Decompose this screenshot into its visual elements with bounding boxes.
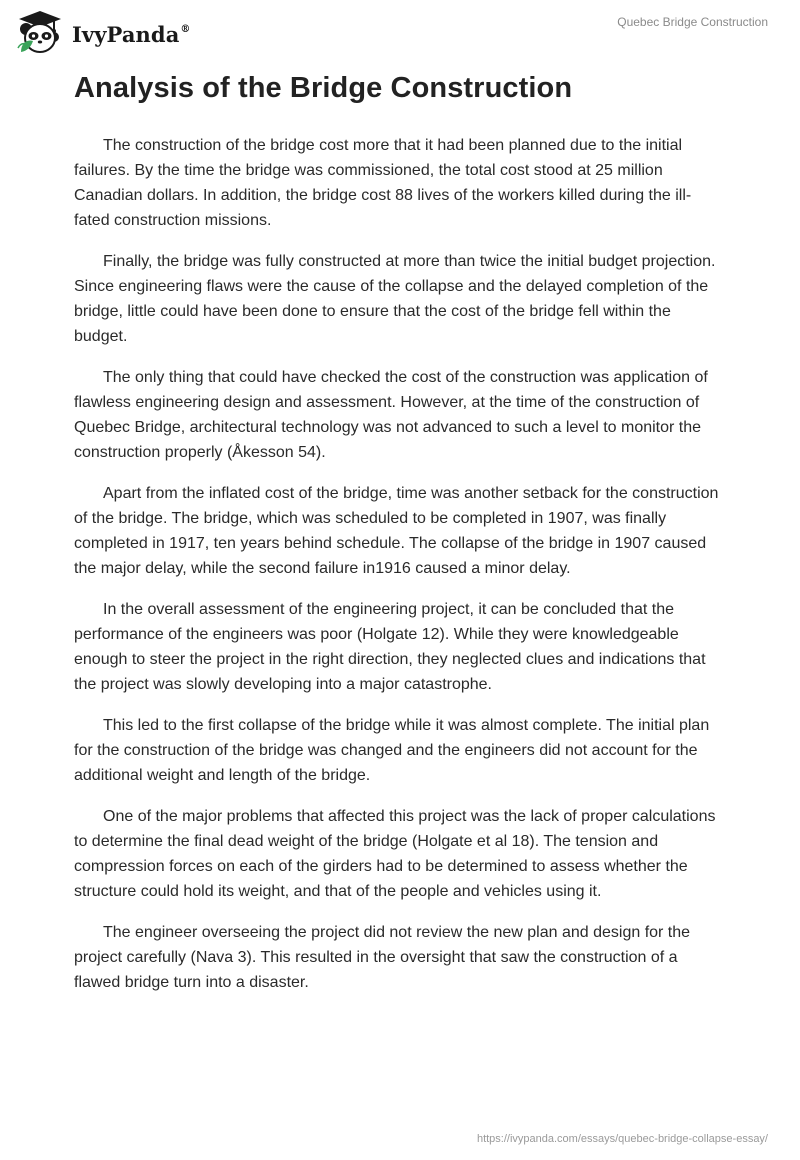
source-url[interactable]: https://ivypanda.com/essays/quebec-bridge-collapse-essay/ (476, 1133, 768, 1145)
ivypanda-logo[interactable] (17, 10, 191, 54)
registered-mark: ® (180, 23, 191, 35)
brand-name: IvyPanda® (72, 21, 191, 47)
paragraph: The construction of the bridge cost more that it had been planned due to the initial failures. By the time the bridge was commissioned, the total cost stood at 25 million Canadian dollars. In addition, the bridge cost 88 lives of the workers killed during the ill-fated construction missions. (74, 137, 692, 229)
document-label: Quebec Bridge Construction (617, 15, 768, 29)
paragraph: In the overall assessment of the engineering project, it can be concluded that the performance of the engineers was poor (Holgate 12). While they were knowledgeable enough to steer the project in the right direction, they neglected clues and indications that the project was slowly developing into a major catastrophe. (74, 601, 706, 693)
paragraph: Finally, the bridge was fully constructed at more than twice the initial budget projection. Since engineering flaws were the cause of the collapse and the delayed completion of the bridge, little could have been done to ensure that the cost of the bridge fell within the budget. (74, 253, 716, 345)
page-header (0, 0, 800, 64)
paragraph: This led to the first collapse of the bridge while it was almost complete. The initial plan for the construction of the bridge was changed and the engineers did not account for the additional weight and length of the bridge. (74, 717, 710, 784)
paragraph: The only thing that could have checked the cost of the construction was application of flawless engineering design and assessment. However, at the time of the construction of Quebec Bridge, architectural technology was not advanced to such a level to monitor the construction properly (Åkesson 54). (74, 369, 708, 461)
paragraph: Apart from the inflated cost of the bridge, time was another setback for the construction of the bridge. The bridge, which was scheduled to be completed in 1907, was finally completed in 1917, ten years behind schedule. The collapse of the bridge in 1907 caused the major delay, while the second failure in1916 caused a minor delay. (74, 485, 719, 577)
section-title: Analysis of the Bridge Construction (74, 72, 573, 104)
paragraph: The engineer overseeing the project did not review the new plan and design for the project carefully (Nava 3). This resulted in the oversight that saw the construction of a flawed bridge turn into a disaster. (74, 924, 691, 991)
panda-graduate-icon (17, 10, 63, 54)
essay-body (74, 133, 724, 1011)
paragraph: One of the major problems that affected this project was the lack of proper calculations to determine the final dead weight of the bridge (Holgate et al 18). The tension and compression forces on each of the girders had to be determined to assess whether the structure could hold its weight, and that of the people and vehicles using it. (74, 808, 716, 900)
